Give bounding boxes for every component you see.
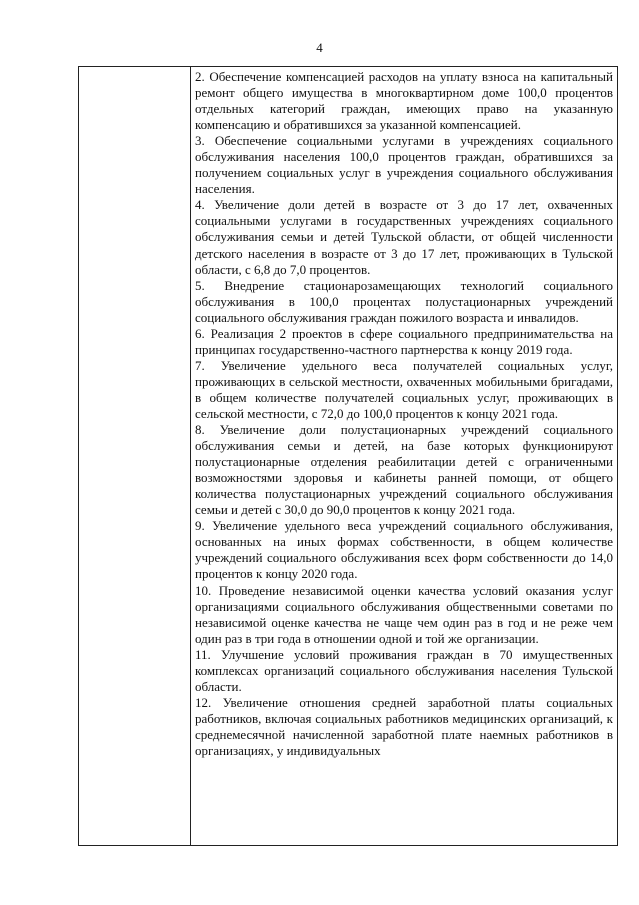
result-item-8: 8. Увеличение доли полустационарных учреждений социального обслуживания семьи и детей, на базе которых функционируют полустационарные отделения реабилитации детей с ограниченными возможностями здоровья и кабинеты ранней помощи, от общего количества полустационарных учреждений социального обслуживания семьи и детей с 30,0 до 90,0 процентов к концу 2021 года. [195,422,613,518]
indicators-table [78,66,618,846]
page-number: 4 [316,40,323,55]
result-item-3: 3. Обеспечение социальными услугами в учреждениях социального обслуживания населения 100,0 процентов граждан, обратившихся за получением социальных услуг в учреждения социального обслуживания населения. [195,133,613,197]
result-item-5: 5. Внедрение стационарозамещающих технологий социального обслуживания в 100,0 процентах полустационарных учреждений социального обслуживания граждан пожилого возраста и инвалидов. [195,277,613,325]
result-item-12: 12. Увеличение отношения средней заработной платы социальных работников, включая социальных работников медицинских организаций, к среднемесячной начисленной заработной плате наемных работников в организациях, у индивидуальных [195,694,613,758]
result-item-4: 4. Увеличение доли детей в возрасте от 3 до 17 лет, охваченных социальными услугами в государственных учреждениях социального обслуживания семьи и детей Тульской области, от общей численности детского населения в возрасте от 3 до 17 лет, проживающих в Тульской области, с 6,8 до 7,0 процентов. [195,197,613,277]
result-item-6: 6. Реализация 2 проектов в сфере социального предпринимательства на принципах государственно-частного партнерства к концу 2019 года. [195,325,613,357]
column-divider [190,67,191,845]
result-item-10: 10. Проведение независимой оценки качества условий оказания услуг организациями социального обслуживания общественными советами по независимой оценке качества не чаще чем один раз в год и не реже чем один раз в три года в отношении одной и той же организации. [195,582,613,646]
result-item-9: 9. Увеличение удельного веса учреждений социального обслуживания, основанных на иных формах собственности, в общем количестве учреждений социального обслуживания всех форм собственности до 14,0 процентов к концу 2020 года. [195,518,613,582]
expected-results-cell [195,69,613,759]
result-item-11: 11. Улучшение условий проживания граждан в 70 имущественных комплексах организаций социального обслуживания населения Тульской области. [195,646,613,694]
result-item-7: 7. Увеличение удельного веса получателей социальных услуг, проживающих в сельской местности, охваченных мобильными бригадами, в общем количестве получателей социальных услуг, проживающих в сельской местности, с 72,0 до 100,0 процентов к концу 2021 года. [195,357,613,421]
result-item-2: 2. Обеспечение компенсацией расходов на уплату взноса на капитальный ремонт общего имущества в многоквартирном доме 100,0 процентов отдельных категорий граждан, имеющих право на указанную компенсацию и обратившихся за указанной компенсацией. [195,69,613,133]
